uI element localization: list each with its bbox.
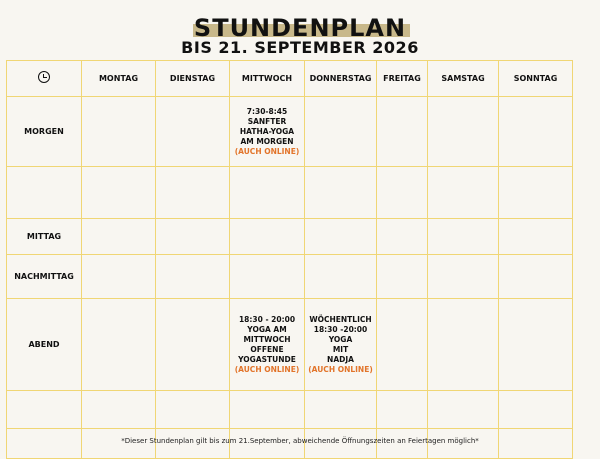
- cell: [156, 219, 230, 255]
- cell: [305, 391, 377, 429]
- cell: [428, 255, 499, 299]
- cell: [82, 391, 156, 429]
- event-wednesday-evening: 18:30 - 20:00 YOGA AM MITTWOCH OFFENE YOGASTUNDE (AUCH ONLINE): [230, 299, 305, 391]
- cell: [82, 97, 156, 167]
- cell: [156, 167, 230, 219]
- online-note: (AUCH ONLINE): [234, 364, 300, 374]
- day-header-monday: MONTAG: [82, 61, 156, 97]
- cell: [156, 255, 230, 299]
- cell: [305, 167, 377, 219]
- cell: [377, 299, 428, 391]
- row-label-abend: ABEND: [7, 299, 82, 391]
- cell: [499, 299, 573, 391]
- day-header-tuesday: DIENSTAG: [156, 61, 230, 97]
- row-label-nachmittag: NACHMITTAG: [7, 255, 82, 299]
- cell: [428, 97, 499, 167]
- cell: [305, 219, 377, 255]
- cell: [82, 299, 156, 391]
- cell: [82, 219, 156, 255]
- row-label-mittag: MITTAG: [7, 219, 82, 255]
- cell: [377, 97, 428, 167]
- cell: [7, 167, 82, 219]
- cell: [156, 299, 230, 391]
- row-nachmittag: [7, 255, 573, 299]
- day-header-friday: FREITAG: [377, 61, 428, 97]
- row-empty-2: [7, 391, 573, 429]
- schedule-table: [6, 60, 573, 459]
- event-wednesday-morning: 7:30-8:45 SANFTER HATHA-YOGA AM MORGEN (AUCH ONLINE): [230, 97, 305, 167]
- cell: [82, 255, 156, 299]
- row-label-morgen: MORGEN: [7, 97, 82, 167]
- cell: [230, 255, 305, 299]
- cell: [377, 167, 428, 219]
- cell: [428, 219, 499, 255]
- cell: [499, 391, 573, 429]
- event-thursday-evening: WÖCHENTLICH 18:30 -20:00 YOGA MIT NADJA (AUCH ONLINE): [305, 299, 377, 391]
- footnote: *Dieser Stundenplan gilt bis zum 21.September, abweichende Öffnungszeiten an Feiertagen möglich*: [121, 437, 479, 445]
- cell: [428, 167, 499, 219]
- cell: [499, 97, 573, 167]
- online-note: (AUCH ONLINE): [308, 364, 373, 374]
- cell: [499, 167, 573, 219]
- day-header-sunday: SONNTAG: [499, 61, 573, 97]
- cell: [499, 255, 573, 299]
- cell: [156, 97, 230, 167]
- header-row: [7, 61, 573, 97]
- time-header-cell: [7, 61, 82, 97]
- page-subtitle: BIS 21. SEPTEMBER 2026: [181, 38, 419, 57]
- cell: [230, 391, 305, 429]
- day-header-thursday: DONNERSTAG: [305, 61, 377, 97]
- cell: [377, 391, 428, 429]
- row-morgen: [7, 97, 573, 167]
- row-abend: [7, 299, 573, 391]
- row-mittag: [7, 219, 573, 255]
- cell: [156, 391, 230, 429]
- cell: [377, 219, 428, 255]
- cell: [82, 167, 156, 219]
- cell: [305, 255, 377, 299]
- cell: [377, 255, 428, 299]
- cell: [305, 97, 377, 167]
- cell: [428, 391, 499, 429]
- row-empty-1: [7, 167, 573, 219]
- cell: [428, 299, 499, 391]
- day-header-saturday: SAMSTAG: [428, 61, 499, 97]
- page-title: STUNDENPLAN: [193, 14, 407, 42]
- cell: [230, 167, 305, 219]
- cell: [230, 219, 305, 255]
- day-header-wednesday: MITTWOCH: [230, 61, 305, 97]
- cell: [7, 391, 82, 429]
- online-note: (AUCH ONLINE): [234, 146, 300, 156]
- clock-icon: [38, 71, 50, 83]
- cell: [499, 219, 573, 255]
